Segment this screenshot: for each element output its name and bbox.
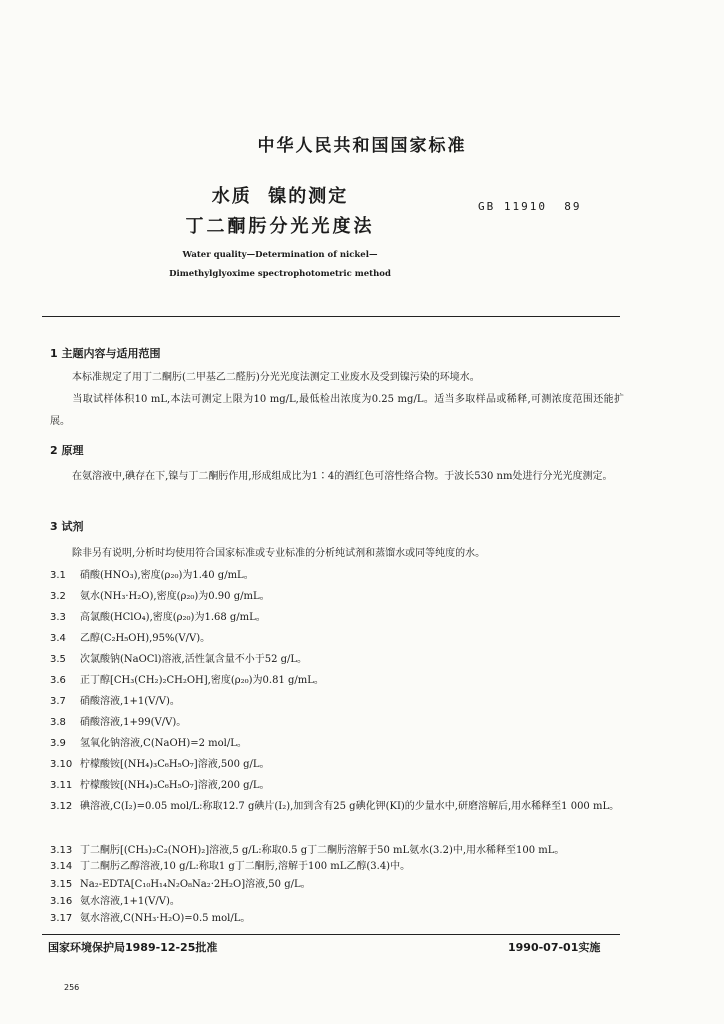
effective-date: 1990-07-01实施 xyxy=(508,941,601,954)
english-title-line-2: Dimethylglyoxime spectrophotometric method xyxy=(169,269,391,279)
reagent-item: 3.4 乙醇(C₂H₅OH),95%(V/V)。 xyxy=(50,633,211,644)
paragraph: 本标准规定了用丁二酮肟(二甲基乙二醛肟)分光光度法测定工业废水及受到镍污染的环境水。 xyxy=(72,372,480,383)
paragraph: 在氨溶液中,碘存在下,镍与丁二酮肟作用,形成组成比为1∶4的酒红色可溶性络合物。于波长530 nm处进行分光光度测定。 xyxy=(72,471,613,482)
reagent-item: 3.1 硝酸(HNO₃),密度(ρ₂₀)为1.40 g/mL。 xyxy=(50,570,254,581)
title-line-2: 丁二酮肟分光光度法 xyxy=(185,216,375,237)
reagent-item: 3.8 硝酸溶液,1+99(V/V)。 xyxy=(50,717,187,728)
paragraph: 当取试样体积10 mL,本法可测定上限为10 mg/L,最低检出浓度为0.25 mg/L。适当多取样品或稀释,可测浓度范围还能扩展。 xyxy=(50,394,624,427)
reagent-item: 3.16 氨水溶液,1+1(V/V)。 xyxy=(50,896,180,907)
english-title-line-1: Water quality—Determination of nickel— xyxy=(182,250,378,260)
reagent-item: 3.3 高氯酸(HClO₄),密度(ρ₂₀)为1.68 g/mL。 xyxy=(50,612,266,623)
reagent-item: 3.10 柠檬酸铵[(NH₄)₃C₆H₅O₇]溶液,500 g/L。 xyxy=(50,759,270,770)
standard-org-heading: 中华人民共和国国家标准 xyxy=(257,136,467,156)
reagent-item: 3.13 丁二酮肟[(CH₃)₂C₂(NOH)₂]溶液,5 g/L:称取0.5 g丁二酮肟溶解于50 mL氨水(3.2)中,用水稀释至100 mL。 xyxy=(50,845,565,856)
reagent-item: 3.6 正丁醇[CH₃(CH₂)₂CH₂OH],密度(ρ₂₀)为0.81 g/mL。 xyxy=(50,675,324,686)
reagent-item: 3.7 硝酸溶液,1+1(V/V)。 xyxy=(50,696,180,707)
page-number: 256 xyxy=(64,983,80,992)
reagent-item: 3.2 氨水(NH₃·H₂O),密度(ρ₂₀)为0.90 g/mL。 xyxy=(50,591,270,602)
reagent-item: 3.12 碘溶液,C(I₂)=0.05 mol/L:称取12.7 g碘片(I₂),加到含有25 g碘化钾(KI)的少量水中,研磨溶解后,用水稀释至1 000 mL。 xyxy=(50,801,620,812)
header-rule xyxy=(42,316,620,317)
section-heading: 1 主题内容与适用范围 xyxy=(50,347,161,360)
section-heading: 3 试剂 xyxy=(50,520,84,533)
paragraph: 除非另有说明,分析时均使用符合国家标准或专业标准的分析纯试剂和蒸馏水或同等纯度的水。 xyxy=(72,548,486,559)
approval-date: 国家环境保护局1989-12-25批准 xyxy=(48,941,218,954)
reagent-item: 3.17 氨水溶液,C(NH₃·H₂O)=0.5 mol/L。 xyxy=(50,913,251,924)
title-line-1: 水质 镍的测定 xyxy=(211,186,349,207)
reagent-item: 3.15 Na₂-EDTA[C₁₀H₁₄N₂O₈Na₂·2H₂O]溶液,50 g/L。 xyxy=(50,879,311,890)
section-heading: 2 原理 xyxy=(50,444,84,457)
standard-code: GB 11910 89 xyxy=(478,200,582,213)
reagent-item: 3.5 次氯酸钠(NaOCl)溶液,活性氯含量不小于52 g/L。 xyxy=(50,654,308,665)
reagent-item: 3.9 氢氧化钠溶液,C(NaOH)=2 mol/L。 xyxy=(50,738,247,749)
footer-rule xyxy=(42,934,620,935)
reagent-item: 3.14 丁二酮肟乙醇溶液,10 g/L:称取1 g丁二酮肟,溶解于100 mL乙醇(3.4)中。 xyxy=(50,861,411,872)
reagent-item: 3.11 柠檬酸铵[(NH₄)₃C₆H₅O₇]溶液,200 g/L。 xyxy=(50,780,270,791)
